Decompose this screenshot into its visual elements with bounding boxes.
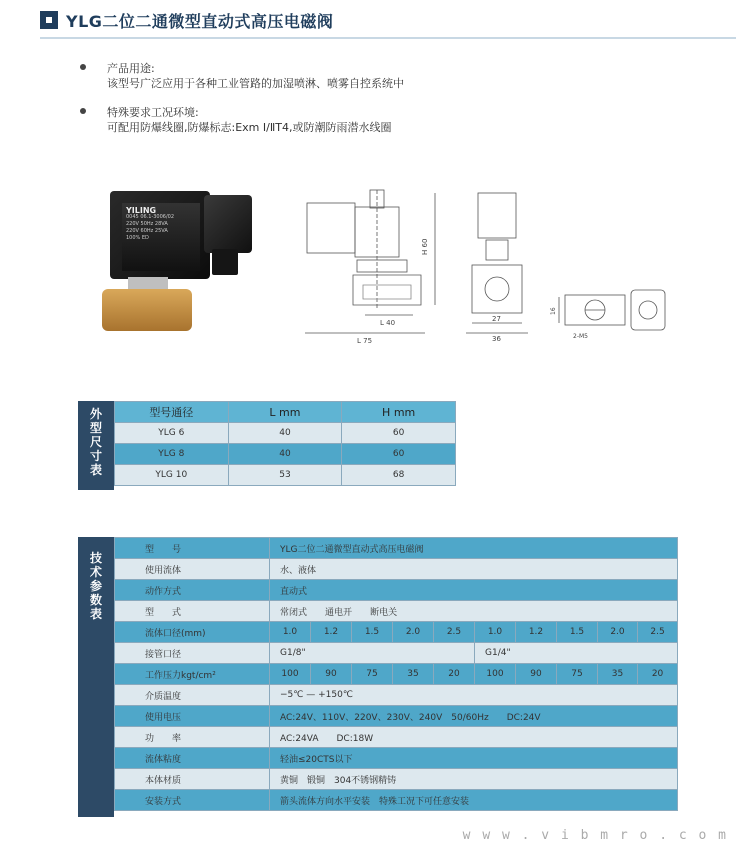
- table-cell: 1.0: [475, 622, 516, 643]
- table-cell: 60: [342, 444, 456, 465]
- title-divider: [40, 37, 736, 39]
- table-row: [115, 685, 678, 706]
- table-cell: YLG 6: [115, 423, 229, 444]
- product-photo: [100, 185, 260, 345]
- table-cell: YLG 10: [115, 465, 229, 486]
- table-row: [115, 423, 456, 444]
- table-cell: 接管口径: [115, 643, 270, 664]
- env-text: 可配用防爆线圈,防爆标志:Exm Ⅰ/ⅡT4,或防潮防雨潜水线圈: [107, 121, 392, 134]
- table-row: [115, 444, 456, 465]
- table-cell: 1.2: [311, 622, 352, 643]
- table-cell: 2.0: [393, 622, 434, 643]
- tech-side-label: 技 术 参 数 表: [78, 537, 114, 817]
- table-cell: 35: [598, 664, 638, 685]
- table-cell: 本体材质: [115, 769, 270, 790]
- table-cell: 轻油≤20CTS以下: [270, 748, 678, 769]
- table-cell: 安装方式: [115, 790, 270, 811]
- table-cell: G1/8": [270, 643, 475, 664]
- h60-label: H 60: [421, 238, 429, 255]
- table-cell: 60: [342, 423, 456, 444]
- header-cell: 型号通径: [115, 402, 229, 423]
- table-cell: 使用电压: [115, 706, 270, 727]
- table-cell: 20: [434, 664, 475, 685]
- table-cell: 箭头流体方向水平安装 特殊工况下可任意安装: [270, 790, 678, 811]
- table-row: [115, 538, 678, 559]
- table-cell: 100: [475, 664, 516, 685]
- table-cell: 1.5: [557, 622, 598, 643]
- l75-label: L 75: [357, 337, 373, 345]
- table-cell: AC:24V、110V、220V、230V、240V 50/60Hz DC:24V: [270, 706, 678, 727]
- table-cell: 2.5: [434, 622, 475, 643]
- table-cell: 100: [270, 664, 311, 685]
- table-row: [115, 769, 678, 790]
- table-cell: 2.0: [598, 622, 638, 643]
- table-cell: 90: [516, 664, 557, 685]
- table-cell: 20: [638, 664, 678, 685]
- nameplate: YILING 0045 06.1-3006/02 220V 50Hz 28VA 220V 60Hz 25VA 100% ED: [122, 203, 200, 271]
- dims-table: [114, 401, 456, 486]
- header-cell: H mm: [342, 402, 456, 423]
- section-drawing: [295, 185, 445, 345]
- use-text: 该型号广泛应用于各种工业管路的加湿喷淋、喷雾自控系统中: [107, 77, 404, 90]
- use-title: 产品用途:: [107, 62, 155, 75]
- env-title: 特殊要求工况环境:: [107, 106, 199, 119]
- table-cell: 40: [228, 423, 342, 444]
- table-cell: 型 号: [115, 538, 270, 559]
- table-row: [115, 402, 456, 423]
- table-cell: 1.2: [516, 622, 557, 643]
- d27-label: 27: [492, 315, 501, 323]
- table-row: [115, 643, 678, 664]
- table-row: [115, 465, 456, 486]
- table-cell: YLG二位二通微型直动式高压电磁阀: [270, 538, 678, 559]
- table-cell: 53: [228, 465, 342, 486]
- table-cell: 黄铜 锻铜 304不锈钢精铸: [270, 769, 678, 790]
- table-cell: 流体口径(mm): [115, 622, 270, 643]
- m5-label: 2-M5: [573, 333, 588, 340]
- table-row: [115, 580, 678, 601]
- table-row: [115, 622, 678, 643]
- table-cell: G1/4": [475, 643, 678, 664]
- table-cell: 水、液体: [270, 559, 678, 580]
- table-cell: YLG 8: [115, 444, 229, 465]
- table-cell: 75: [352, 664, 393, 685]
- bottom-drawing: [545, 275, 670, 345]
- table-cell: 直动式: [270, 580, 678, 601]
- connector: [204, 195, 252, 253]
- table-cell: AC:24VA DC:18W: [270, 727, 678, 748]
- table-row: [115, 748, 678, 769]
- l40-label: L 40: [380, 319, 396, 327]
- tech-table: [114, 537, 678, 811]
- table-cell: 90: [311, 664, 352, 685]
- header-cell: L mm: [228, 402, 342, 423]
- table-cell: 2.5: [638, 622, 678, 643]
- table-cell: 型 式: [115, 601, 270, 622]
- table-row: [115, 706, 678, 727]
- table-row: [115, 727, 678, 748]
- table-cell: 1.5: [352, 622, 393, 643]
- table-cell: 使用流体: [115, 559, 270, 580]
- table-cell: 介质温度: [115, 685, 270, 706]
- table-cell: 35: [393, 664, 434, 685]
- table-cell: 68: [342, 465, 456, 486]
- table-cell: −5℃ — +150℃: [270, 685, 678, 706]
- bullet-icon: [80, 64, 86, 70]
- title-marker-icon: [40, 11, 58, 29]
- brass-body: [102, 289, 192, 331]
- table-cell: 工作压力kgt/cm²: [115, 664, 270, 685]
- table-row: [115, 790, 678, 811]
- table-row: [115, 559, 678, 580]
- bullet-icon: [80, 108, 86, 114]
- table-cell: 功 率: [115, 727, 270, 748]
- side-drawing: [460, 185, 535, 345]
- table-cell: 75: [557, 664, 598, 685]
- dims-side-label: 外 型 尺 寸 表: [78, 401, 114, 490]
- d16-label: 16: [550, 307, 557, 315]
- d36-label: 36: [492, 335, 501, 343]
- table-cell: 动作方式: [115, 580, 270, 601]
- page-title: YLG二位二通微型直动式高压电磁阀: [66, 12, 334, 31]
- watermark: w w w . v i b m r o . c o m: [462, 828, 728, 843]
- table-cell: 40: [228, 444, 342, 465]
- table-cell: 常闭式 通电开 断电关: [270, 601, 678, 622]
- connector-plug: [212, 249, 238, 275]
- table-row: [115, 664, 678, 685]
- table-cell: 1.0: [270, 622, 311, 643]
- table-cell: 流体粘度: [115, 748, 270, 769]
- table-row: [115, 601, 678, 622]
